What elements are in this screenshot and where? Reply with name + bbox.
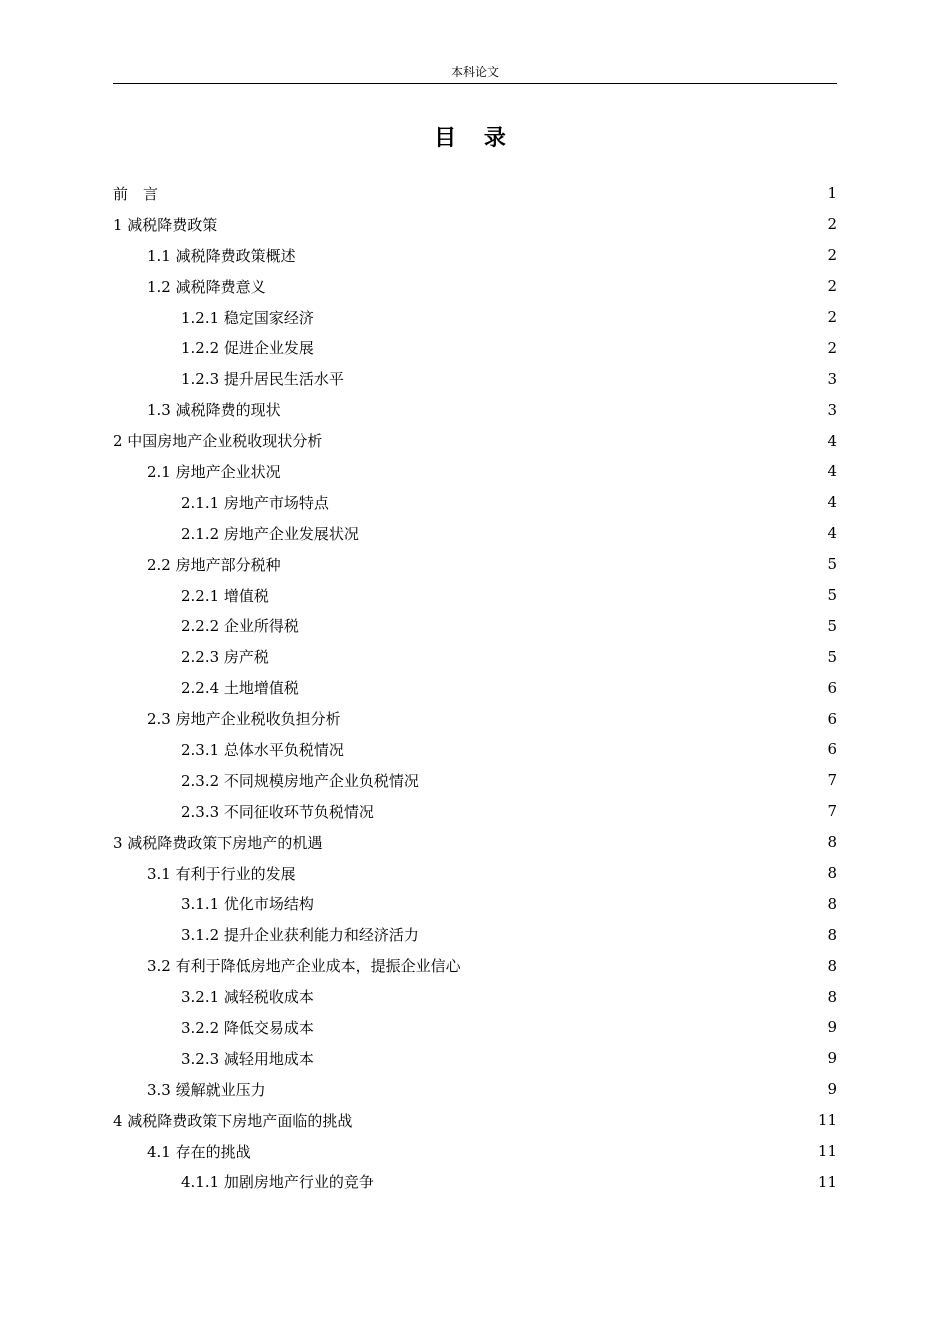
toc-leader-dots [219,219,825,234]
toc-leader-dots [268,281,826,296]
toc-leader-dots [316,898,826,913]
toc-entry-page: 6 [827,740,837,759]
toc-entry[interactable] [113,178,837,209]
toc-entry-page: 9 [827,1049,837,1068]
toc-leader-dots [283,404,826,419]
toc-leader-dots [268,1084,826,1099]
toc-entry[interactable] [113,332,837,363]
toc-leader-dots [316,342,826,357]
toc-leader-dots [283,466,826,481]
toc-entry-label: 1 减税降费政策 [113,215,218,234]
toc-entry-page: 8 [827,894,837,913]
toc-entry-page: 6 [827,709,837,728]
toc-entry-label: 2.1 房地产企业状况 [147,462,281,481]
toc-entry-label: 3.2.2 降低交易成本 [181,1018,314,1037]
toc-entry-label: 4 减税降费政策下房地产面临的挑战 [113,1111,353,1130]
toc-entry[interactable] [113,425,837,456]
toc-leader-dots [361,528,826,543]
toc-entry-page: 2 [827,215,837,234]
toc-entry[interactable] [113,858,837,889]
toc-entry[interactable] [113,518,837,549]
toc-entry[interactable] [113,1074,837,1105]
toc-entry-page: 1 [827,184,837,203]
toc-entry-label: 1.2.1 稳定国家经济 [181,308,314,327]
toc-entry[interactable] [113,487,837,518]
toc-entry-label: 2.2 房地产部分税种 [147,555,281,574]
toc-leader-dots [160,188,825,203]
toc-leader-dots [283,559,826,574]
toc-entry-label: 2.3.1 总体水平负税情况 [181,740,344,759]
toc-entry-page: 2 [827,308,837,326]
toc-entry-label: 2.2.4 土地增值税 [181,679,299,698]
toc-leader-dots [301,682,826,697]
toc-entry-label: 1.2 减税降费意义 [147,277,266,296]
toc-entry-label: 4.1 存在的挑战 [147,1142,251,1161]
toc-leader-dots [324,435,825,450]
toc-entry[interactable] [113,919,837,950]
toc-entry[interactable] [113,888,837,919]
toc-entry[interactable] [113,240,837,271]
toc-leader-dots [354,1115,816,1130]
toc-entry-page: 5 [827,647,837,666]
toc-leader-dots [346,373,826,388]
toc-leader-dots [298,250,826,265]
toc-leader-dots [271,651,826,666]
toc-entry[interactable] [113,1167,837,1198]
toc-entry-label: 3.3 缓解就业压力 [147,1080,266,1099]
toc-entry[interactable] [113,394,837,425]
toc-leader-dots [301,620,826,635]
toc-entry-page: 8 [827,864,837,883]
toc-entry[interactable] [113,703,837,734]
toc-entry-label: 前 言 [113,184,159,203]
toc-entry-label: 1.3 减税降费的现状 [147,401,281,420]
toc-leader-dots [346,744,826,759]
toc-entry-page: 4 [827,462,837,481]
toc-entry-page: 8 [827,833,837,852]
toc-entry-page: 8 [827,987,837,1006]
toc-entry-page: 7 [827,802,837,821]
toc-entry-label: 2.3.2 不同规模房地产企业负税情况 [181,771,419,790]
toc-entry[interactable] [113,1043,837,1074]
toc-leader-dots [343,713,826,728]
toc-entry-label: 2.3 房地产企业税收负担分析 [147,710,341,729]
toc-leader-dots [376,806,826,821]
toc-entry-page: 2 [827,246,837,265]
toc-entry-page: 2 [827,338,837,357]
toc-entry[interactable] [113,734,837,765]
toc-entry-label: 1.2.3 提升居民生活水平 [181,370,344,389]
toc-entry-page: 4 [827,431,837,450]
toc-leader-dots [331,497,826,512]
toc-entry[interactable] [113,765,837,796]
toc-entry-page: 3 [827,369,837,388]
toc-entry-label: 4.1.1 加剧房地产行业的竞争 [181,1173,374,1192]
toc-entry[interactable] [113,209,837,240]
toc-entry[interactable] [113,549,837,580]
toc-entry-page: 7 [827,771,837,790]
toc-entry[interactable] [113,271,837,302]
toc-entry[interactable] [113,580,837,611]
toc-entry[interactable] [113,981,837,1012]
toc-entry[interactable] [113,641,837,672]
toc-entry[interactable] [113,950,837,981]
running-header: 本科论文 [450,65,499,79]
toc-entry-page: 9 [827,1080,837,1099]
toc-leader-dots [253,1146,816,1161]
toc-leader-dots [421,775,826,790]
table-of-contents [113,178,837,1197]
toc-entry[interactable] [113,363,837,394]
toc-leader-dots [316,312,826,327]
page-title: 目 录 [434,126,516,151]
toc-leader-dots [463,960,826,975]
toc-entry-label: 3.1.2 提升企业获利能力和经济活力 [181,926,419,945]
toc-entry[interactable] [113,1105,837,1136]
toc-entry-page: 8 [827,925,837,944]
toc-entry-page: 11 [817,1172,837,1191]
toc-entry-label: 2 中国房地产企业税收现状分析 [113,432,323,451]
toc-leader-dots [421,929,826,944]
toc-entry-page: 3 [827,400,837,419]
toc-leader-dots [376,1176,816,1191]
toc-entry-page: 5 [827,616,837,635]
toc-entry[interactable] [113,1136,837,1167]
toc-entry-label: 3.2.3 减轻用地成本 [181,1049,314,1068]
toc-entry[interactable] [113,827,837,858]
toc-entry-label: 3.2.1 减轻税收成本 [181,988,314,1007]
toc-entry-page: 9 [827,1018,837,1037]
toc-entry-label: 2.1.1 房地产市场特点 [181,493,329,512]
toc-entry[interactable] [113,456,837,487]
toc-entry-label: 2.1.2 房地产企业发展状况 [181,524,359,543]
toc-leader-dots [316,991,826,1006]
toc-entry-page: 2 [827,277,837,296]
toc-entry[interactable] [113,672,837,703]
toc-entry-label: 2.3.3 不同征收环节负税情况 [181,802,374,821]
toc-entry-label: 3 减税降费政策下房地产的机遇 [113,833,323,852]
toc-entry-page: 11 [817,1111,837,1130]
toc-entry-label: 3.2 有利于降低房地产企业成本，提振企业信心 [147,957,461,976]
header-rule [113,83,837,84]
toc-leader-dots [271,590,826,605]
toc-entry-page: 4 [827,524,837,543]
toc-leader-dots [316,1053,826,1068]
toc-entry-label: 2.2.1 增值税 [181,586,269,605]
toc-leader-dots [316,1022,826,1037]
toc-entry[interactable] [113,1012,837,1043]
toc-entry-page: 8 [827,956,837,975]
toc-entry-page: 5 [827,586,837,605]
toc-entry-label: 2.2.3 房产税 [181,648,269,667]
toc-entry-label: 1.1 减税降费政策概述 [147,246,296,265]
toc-leader-dots [324,837,825,852]
toc-entry[interactable] [113,796,837,827]
toc-entry-page: 4 [827,493,837,512]
toc-entry[interactable] [113,610,837,641]
toc-entry-label: 1.2.2 促进企业发展 [181,339,314,358]
toc-entry-page: 5 [827,555,837,574]
toc-entry-page: 11 [817,1142,837,1161]
toc-entry[interactable] [113,302,837,333]
toc-entry-page: 6 [827,678,837,697]
toc-entry-label: 2.2.2 企业所得税 [181,617,299,636]
toc-entry-label: 3.1.1 优化市场结构 [181,895,314,914]
toc-leader-dots [298,868,826,883]
toc-entry-label: 3.1 有利于行业的发展 [147,864,296,883]
